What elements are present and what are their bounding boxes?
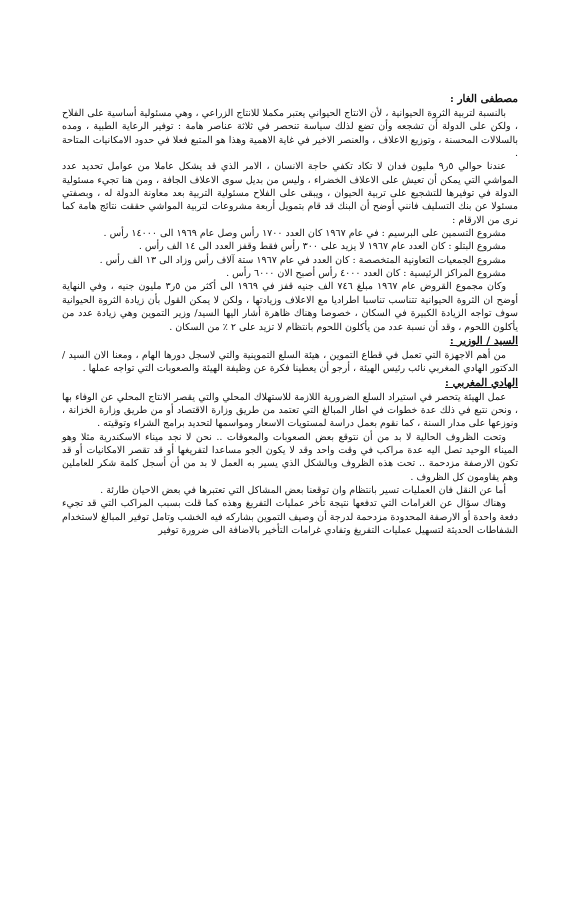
speaker-name: الهادي المغربي :	[445, 376, 518, 389]
speaker-name: السيد / الوزير :	[449, 334, 518, 347]
paragraph: عمل الهيئة يتحصر في استيراد السلع الضرورية اللازمة للاستهلاك المحلي والتي يقصر الانتاج المحلي عن الوفاء بها ، ونحن نتبع في ذلك عدة خطوات في اطار المبالغ التي تعتمد من طريق وزارة الاقتصاد أو من طريق وزارة الخزانة ، ونوزعها على مدار السنة ، كما نقوم بعمل دراسة لمستويات الاسعار ومواسمها لتحديد برامج الشراء وتوقيته .	[62, 391, 518, 430]
paragraph: مشروع الجمعيات التعاونية المتخصصة : كان العدد في عام ١٩٦٧ ستة آلاف رأس وزاد الى ١٣ الف رأس .	[99, 254, 506, 266]
paragraph: وتحت الظروف الحالية لا بد من أن نتوقع بعض الصعوبات والمعوقات .. نحن لا نجد ميناء الاسكندرية مثلا وهو الميناء الوحيد تصل اليه عدة مراكب في وقت واحد وقد لا يكون الجو مساعدا لتفريغها أو قد تقصر الامكانيات أو قد تكون الارصفة مزدحمة .. تحت هذه الظروف وبالشكل الذي يسير به العمل لا بد من أن أسجل كلمة شكر للعاملين وهم يقاومون كل الظروف .	[62, 431, 518, 483]
document-page	[62, 92, 518, 537]
paragraph: بالنسبة لتربية الثروة الحيوانية ، لأن الانتاج الحيواني يعتبر مكملا للانتاج الزراعي ، وهي مسئولية أساسية على الفلاح ، ولكن على الدولة أن تشجعه وأن تضع لذلك سياسة تنحصر في ثلاثة عناصر هامة : توفير الرعاية الطبية ، ومده بالسلالات المحسنة ، وتوزيع الاعلاف ، والعنصر الاخير في غاية الاهمية وهذا هو المتبع فعلا في حدود الامكانيات المتاحة .	[62, 108, 518, 160]
paragraph: مشروع التسمين على البرسيم : في عام ١٩٦٧ كان العدد ١٧٠٠ رأس وصل عام ١٩٦٩ الى ١٤٠٠٠ رأس .	[103, 228, 506, 240]
paragraph: عندنا حوالي ٥ر٩ مليون فدان لا تكاد تكفي حاجة الانسان ، الامر الذي قد يشكل عاملا من عوامل تحديد عدد المواشي التي يمكن أن تعيش على الاعلاف الخضراء ، وليس من بديل سوى الاعلاف الجافة ، ومن هنا تجيء مسئولية الدولة في توفيرها للتشجيع على تربية الحيوان ، ويبقى على الفلاح مسئولية التربية بعد معاونة الدولة له ، وبصفتي مسئولا عن بنك التسليف فانني أوضح أن البنك قد قام بتمويل أربعة مشروعات لتربية المواشي حققت نتائج هامة كما نرى من الارقام :	[62, 161, 518, 226]
paragraph: من أهم الاجهزة التي تعمل في قطاع التموين ، هيئة السلع التموينية والتي لاسجل دورها الهام ، ومعنا الان السيد / الدكتور الهادي المغربي نائب رئيس الهيئة ، أرجو أن يعطينا فكرة عن وظيفة الهيئة والصعوبات التي تواجه عملها .	[62, 349, 518, 375]
paragraph: مشروع المراكز الرئيسية : كان العدد ٤٠٠٠ رأس أصبح الان ٦٠٠٠ رأس .	[226, 268, 506, 280]
paragraph: وهناك سؤال عن الغرامات التي تدفعها نتيجة تأخر عمليات التفريغ وهذه كما قلت بسبب المراكب التي قد تجيء دفعة واحدة أو الارصفة المحدودة مزدحمة لدرجة أن وصيف التموين بشاركه فيه الخشب وتامل توفير المبالغ لاستخدام الشفاطات الحديثة لتسهيل عمليات التفريغ وتفادي غرامات التأخير بالاضافة الى ضرورة توفير	[62, 498, 518, 536]
paragraph: مشروع البتلو : كان العدد عام ١٩٦٧ لا يزيد على ٣٠٠ رأس فقط وقفز العدد الى ١٤ الف رأس .	[138, 241, 506, 253]
speaker-name: مصطفى الغار :	[449, 93, 518, 105]
paragraph: وكان مجموع القروض عام ١٩٦٧ مبلغ ٧٤٦ الف جنيه قفز في ١٩٦٩ الى أكثر من ٥ر٣ مليون جنيه ، وفي النهاية أوضح ان الثروة الحيوانية تتناسب تناسبا اطراديا مع الاعلاف وزيادتها ، ولكن لا يمكن القول بأن زيادة الثروة الحيوانية سوف تواجه الزيادة الكبيرة في السكان ، خصوصا وهناك ظاهرة أشار اليها السيد/ وزير التموين وهي زيادة عدد من يأكلون اللحوم ، وقد أن نسبة عدد من يأكلون اللحوم بانتظام لا تزيد على ٢ ٪ من السكان .	[62, 281, 518, 333]
paragraph: أما عن النقل فان العمليات تسير بانتظام وان توقعنا بعض المشاكل التي تعتبرها في بعض الاحيان طارئة .	[100, 484, 506, 496]
